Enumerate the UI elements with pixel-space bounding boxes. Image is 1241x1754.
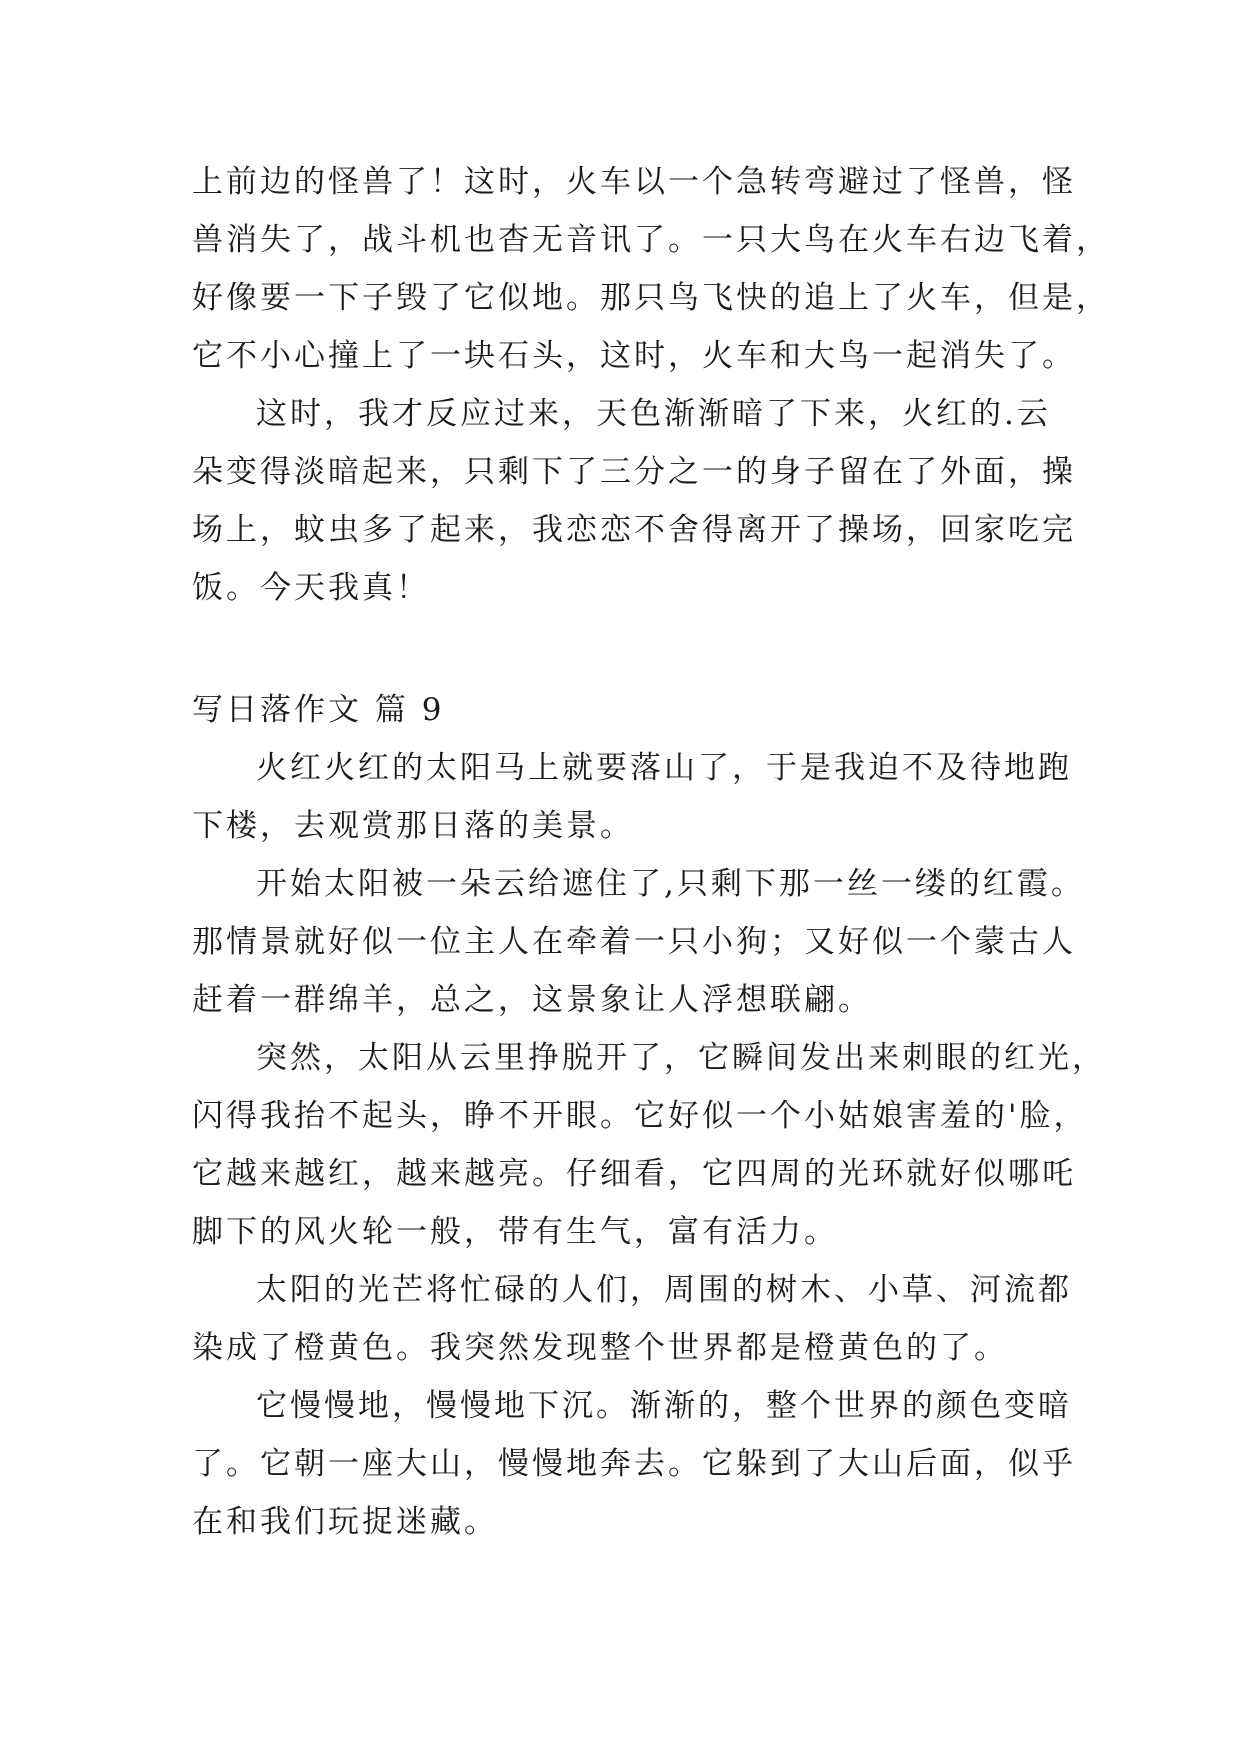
text-line: 那情景就好似一位主人在牵着一只小狗；又好似一个蒙古人 xyxy=(192,924,1076,960)
paragraph-first-line: 突然，太阳从云里挣脱开了，它瞬间发出来刺眼的红光， xyxy=(256,1040,1106,1076)
paragraph-first-line: 它慢慢地，慢慢地下沉。渐渐的，整个世界的颜色变暗 xyxy=(256,1388,1072,1424)
paragraph-first-line: 火红火红的太阳马上就要落山了，于是我迫不及待地跑 xyxy=(256,750,1072,786)
text-line: 下楼，去观赏那日落的美景。 xyxy=(192,808,634,844)
text-line: 闪得我抬不起头，睁不开眼。它好似一个小姑娘害羞的'脸， xyxy=(192,1098,1088,1134)
text-line: 它越来越红，越来越亮。仔细看，它四周的光环就好似哪吒 xyxy=(192,1156,1076,1192)
text-line: 好像要一下子毁了它似地。那只鸟飞快的追上了火车，但是， xyxy=(192,280,1110,316)
text-line: 饭。今天我真！ xyxy=(192,570,430,606)
paragraph-first-line: 太阳的光芒将忙碌的人们，周围的树木、小草、河流都 xyxy=(256,1272,1072,1308)
text-line: 它不小心撞上了一块石头，这时，火车和大鸟一起消失了。 xyxy=(192,338,1076,374)
text-line: 场上，蚊虫多了起来，我恋恋不舍得离开了操场，回家吃完 xyxy=(192,512,1076,548)
text-line: 朵变得淡暗起来，只剩下了三分之一的身子留在了外面，操 xyxy=(192,454,1076,490)
paragraph-first-line: 开始太阳被一朵云给遮住了,只剩下那一丝一缕的红霞。 xyxy=(256,866,1085,902)
text-line: 赶着一群绵羊，总之，这景象让人浮想联翩。 xyxy=(192,982,872,1018)
text-line: 了。它朝一座大山，慢慢地奔去。它躲到了大山后面，似乎 xyxy=(192,1446,1076,1482)
text-line: 上前边的怪兽了！这时，火车以一个急转弯避过了怪兽，怪 xyxy=(192,164,1076,200)
paragraph-first-line: 这时，我才反应过来，天色渐渐暗了下来，火红的.云 xyxy=(256,396,1051,432)
text-line: 兽消失了，战斗机也杳无音讯了。一只大鸟在火车右边飞着， xyxy=(192,222,1110,258)
text-line: 在和我们玩捉迷藏。 xyxy=(192,1504,498,1540)
section-heading: 写日落作文 篇 9 xyxy=(192,692,445,728)
text-line: 脚下的风火轮一般，带有生气，富有活力。 xyxy=(192,1214,838,1250)
text-line: 染成了橙黄色。我突然发现整个世界都是橙黄色的了。 xyxy=(192,1330,1008,1366)
